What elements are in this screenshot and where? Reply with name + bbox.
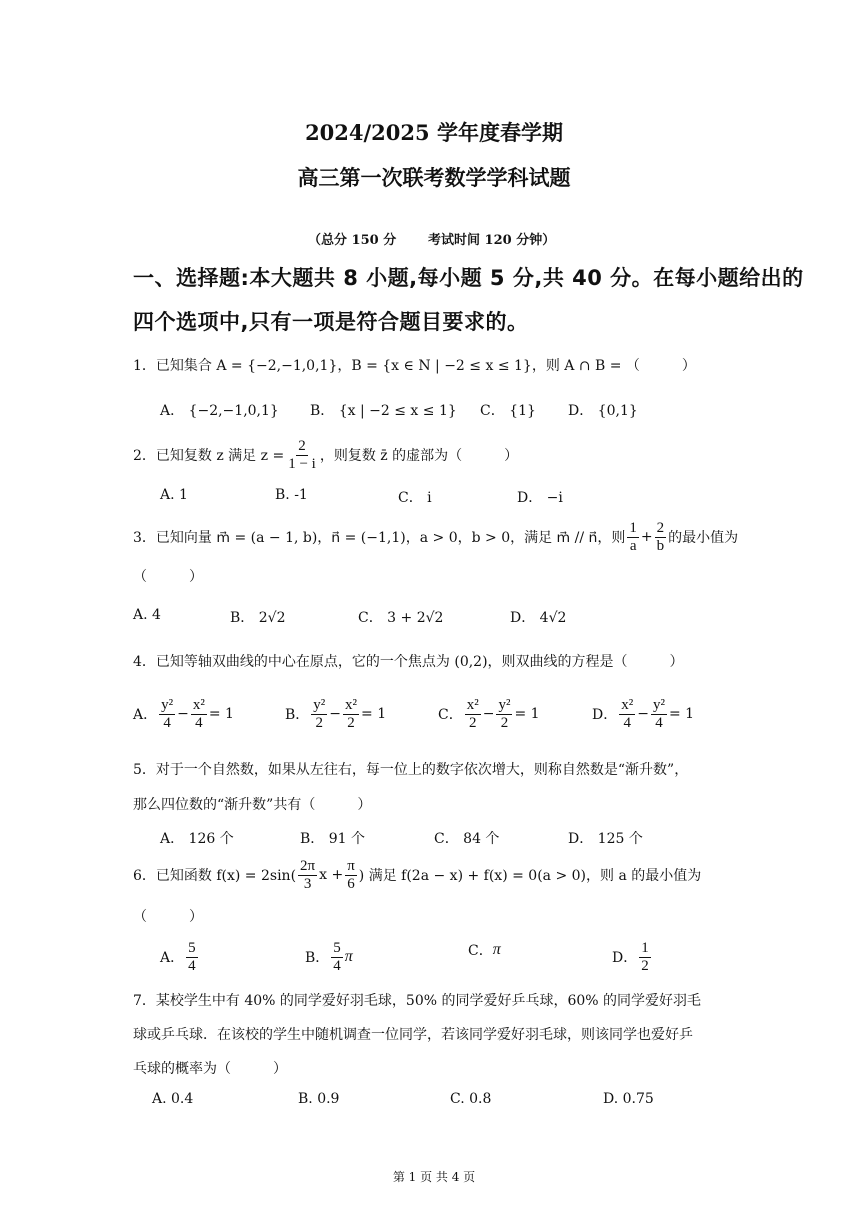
q6-option-label: A． bbox=[160, 950, 185, 966]
q6-fraction-1 bbox=[298, 858, 317, 892]
q6-opt0-den: 4 bbox=[188, 957, 196, 974]
q4-opt2-a-num: x² bbox=[466, 697, 479, 713]
q3-frac1-den: a bbox=[629, 537, 637, 554]
q6-option-label: D． bbox=[612, 950, 638, 966]
q4-opt2-b-fraction bbox=[496, 697, 512, 731]
q4-opt0-a-den: 4 bbox=[163, 714, 171, 731]
q6-opt1-den: 4 bbox=[333, 957, 341, 974]
q3-option-b: B． 2√2 bbox=[230, 610, 286, 626]
exam-title-line2: 高三第一次联考数学学科试题 bbox=[297, 165, 571, 190]
q1-option-d: D． {0,1} bbox=[568, 403, 638, 419]
q4-opt1-b-den: 2 bbox=[347, 714, 355, 731]
q6-option-a bbox=[160, 940, 200, 974]
q2-option-d: D． −i bbox=[517, 490, 563, 506]
q3-option-c: C． 3 + 2√2 bbox=[358, 610, 444, 626]
q6-option-c bbox=[468, 940, 501, 960]
q4-option-b bbox=[285, 697, 386, 731]
question-1: 1．已知集合 A = {−2,−1,0,1}，B = {x ∈ N | −2 ≤ x ≤ 1}，则 A ∩ B = （ ） bbox=[133, 358, 696, 374]
q6-option-tail: π bbox=[344, 948, 353, 965]
q3-fraction-1 bbox=[627, 520, 639, 554]
section-heading-line2: 四个选项中,只有一项是符合题目要求的。 bbox=[133, 310, 529, 334]
q1-option-c: C． {1} bbox=[480, 403, 536, 419]
q4-opt2-b-num: y² bbox=[498, 697, 511, 713]
q6-option-tail: π bbox=[492, 941, 501, 958]
q3-frac2-num: 2 bbox=[656, 520, 665, 536]
section-heading-line1: 一、选择题:本大题共 8 小题,每小题 5 分,共 40 分。在每小题给出的 bbox=[133, 266, 804, 290]
q6-opt0-num: 5 bbox=[188, 940, 196, 956]
q2-option-c: C． i bbox=[398, 490, 432, 506]
q4-opt0-a-fraction bbox=[159, 697, 175, 731]
total-score: （总分 150 分 bbox=[308, 233, 397, 248]
q6-option-label: B． bbox=[305, 950, 330, 966]
q4-opt0-b-den: 4 bbox=[195, 714, 203, 731]
q4-opt3-a-fraction bbox=[619, 697, 635, 731]
q6-frac1-den: 3 bbox=[303, 875, 312, 892]
minus-sign: − bbox=[177, 706, 189, 722]
q4-opt1-a-fraction bbox=[311, 697, 327, 731]
q4-opt2-a-fraction bbox=[465, 697, 481, 731]
q2-option-b: B. -1 bbox=[275, 487, 308, 503]
q2-fraction bbox=[286, 438, 318, 472]
q7-option-c: C. 0.8 bbox=[450, 1091, 492, 1107]
q4-opt3-a-num: x² bbox=[621, 697, 634, 713]
q4-opt1-a-den: 2 bbox=[315, 714, 324, 731]
q4-opt3-b-num: y² bbox=[652, 697, 665, 713]
question-7-line2: 球或乒乓球．在该校的学生中随机调查一位同学，若该同学爱好羽毛球，则该同学也爱好乒 bbox=[133, 1027, 693, 1043]
q5-option-b: B． 91 个 bbox=[300, 831, 366, 847]
question-2 bbox=[133, 438, 518, 472]
q6-opt1-num: 5 bbox=[333, 940, 341, 956]
q4-option-eq: = 1 bbox=[514, 706, 540, 722]
q6-option-d bbox=[612, 940, 653, 974]
q7-option-a: A. 0.4 bbox=[152, 1091, 194, 1107]
minus-sign: − bbox=[637, 706, 649, 722]
q4-option-label: D． bbox=[592, 707, 618, 723]
q3-fraction-2 bbox=[655, 520, 667, 554]
q4-opt3-b-den: 4 bbox=[655, 714, 663, 731]
q4-option-eq: = 1 bbox=[668, 706, 695, 722]
q4-opt0-b-fraction bbox=[191, 697, 207, 731]
q6-option-label: C． bbox=[468, 943, 493, 959]
q4-opt0-b-num: x² bbox=[192, 697, 205, 713]
q4-opt2-b-den: 2 bbox=[500, 714, 509, 731]
q3-prefix: 3．已知向量 m⃗ = (a − 1, b)，n⃗ = (−1,1)，a > 0，b > 0，满足 m⃗ // n⃗，则 bbox=[133, 530, 626, 546]
q6-frac1-num: 2π bbox=[300, 858, 316, 874]
q3-plus: + bbox=[640, 529, 653, 545]
question-6 bbox=[133, 858, 701, 892]
q6-fraction-2 bbox=[345, 858, 357, 892]
q4-option-c bbox=[438, 697, 540, 731]
q5-option-c: C． 84 个 bbox=[434, 831, 500, 847]
q6-frac2-den: 6 bbox=[347, 875, 355, 892]
question-5-line1: 5．对于一个自然数，如果从左往右，每一位上的数字依次增大，则称自然数是“渐升数”， bbox=[133, 762, 689, 778]
q6-opt3-den: 2 bbox=[641, 957, 649, 974]
q4-option-label: C． bbox=[438, 707, 463, 723]
q4-opt3-b-fraction bbox=[651, 697, 667, 731]
q2-option-a: A. 1 bbox=[160, 487, 188, 503]
q2-prefix: 2．已知复数 z 满足 z = bbox=[133, 448, 285, 464]
q6-option-b bbox=[305, 940, 353, 974]
q4-option-d bbox=[592, 697, 694, 731]
q3-answer-paren: （ ） bbox=[133, 569, 203, 585]
q6-suffix: ) 满足 f(2a − x) + f(x) = 0(a > 0)，则 a 的最小值为 bbox=[358, 868, 702, 884]
minus-sign: − bbox=[482, 706, 495, 722]
q4-option-label: B． bbox=[285, 707, 310, 723]
q1-option-a: A． {−2,−1,0,1} bbox=[160, 403, 279, 419]
q4-option-a bbox=[133, 697, 234, 731]
question-4: 4．已知等轴双曲线的中心在原点，它的一个焦点为 (0,2)，则双曲线的方程是（ ） bbox=[133, 654, 684, 670]
q4-opt0-a-num: y² bbox=[161, 697, 174, 713]
q6-opt3-num: 1 bbox=[641, 940, 649, 956]
q3-option-d: D． 4√2 bbox=[510, 610, 567, 626]
q2-frac-den: 1 − i bbox=[288, 455, 316, 472]
page-number: 第 1 页 共 4 页 bbox=[392, 1170, 476, 1184]
q4-opt3-a-den: 4 bbox=[623, 714, 631, 731]
question-3 bbox=[133, 520, 738, 554]
q6-opt1-fraction bbox=[331, 940, 343, 974]
q4-opt1-b-fraction bbox=[343, 697, 359, 731]
q6-answer-paren: （ ） bbox=[133, 909, 203, 925]
question-7-line1: 7．某校学生中有 40% 的同学爱好羽毛球，50% 的同学爱好乒乓球，60% 的同学爱好羽毛 bbox=[133, 993, 702, 1009]
exam-title-line1: 2024/2025 学年度春学期 bbox=[305, 120, 563, 145]
question-7-line3: 乓球的概率为（ ） bbox=[133, 1061, 287, 1077]
q4-opt2-a-den: 2 bbox=[468, 714, 477, 731]
q6-mid: x + bbox=[319, 867, 344, 883]
q7-option-d: D. 0.75 bbox=[603, 1091, 654, 1107]
question-5-line2: 那么四位数的“渐升数”共有（ ） bbox=[133, 797, 372, 813]
q4-opt1-a-num: y² bbox=[313, 697, 326, 713]
q6-prefix: 6．已知函数 f(x) = 2sin( bbox=[133, 868, 297, 884]
q5-option-d: D． 125 个 bbox=[568, 831, 643, 847]
q6-frac2-num: π bbox=[347, 858, 355, 874]
q3-option-a: A. 4 bbox=[133, 607, 161, 623]
minus-sign: − bbox=[329, 706, 342, 722]
q4-option-label: A． bbox=[133, 707, 158, 723]
q7-option-b: B. 0.9 bbox=[298, 1091, 340, 1107]
q2-frac-num: 2 bbox=[298, 438, 306, 454]
q3-frac2-den: b bbox=[656, 537, 665, 554]
q1-option-b: B． {x | −2 ≤ x ≤ 1} bbox=[310, 403, 457, 419]
q4-opt1-b-num: x² bbox=[345, 697, 358, 713]
q4-option-eq: = 1 bbox=[361, 706, 387, 722]
q2-suffix: ，则复数 z̄ 的虚部为（ ） bbox=[319, 448, 519, 464]
q6-opt3-fraction bbox=[639, 940, 651, 974]
q5-option-a: A． 126 个 bbox=[160, 831, 234, 847]
q3-frac1-num: 1 bbox=[629, 520, 637, 536]
q3-suffix: 的最小值为 bbox=[668, 530, 739, 546]
exam-duration: 考试时间 120 分钟） bbox=[428, 233, 556, 248]
q4-option-eq: = 1 bbox=[208, 706, 234, 722]
q6-opt0-fraction bbox=[186, 940, 198, 974]
